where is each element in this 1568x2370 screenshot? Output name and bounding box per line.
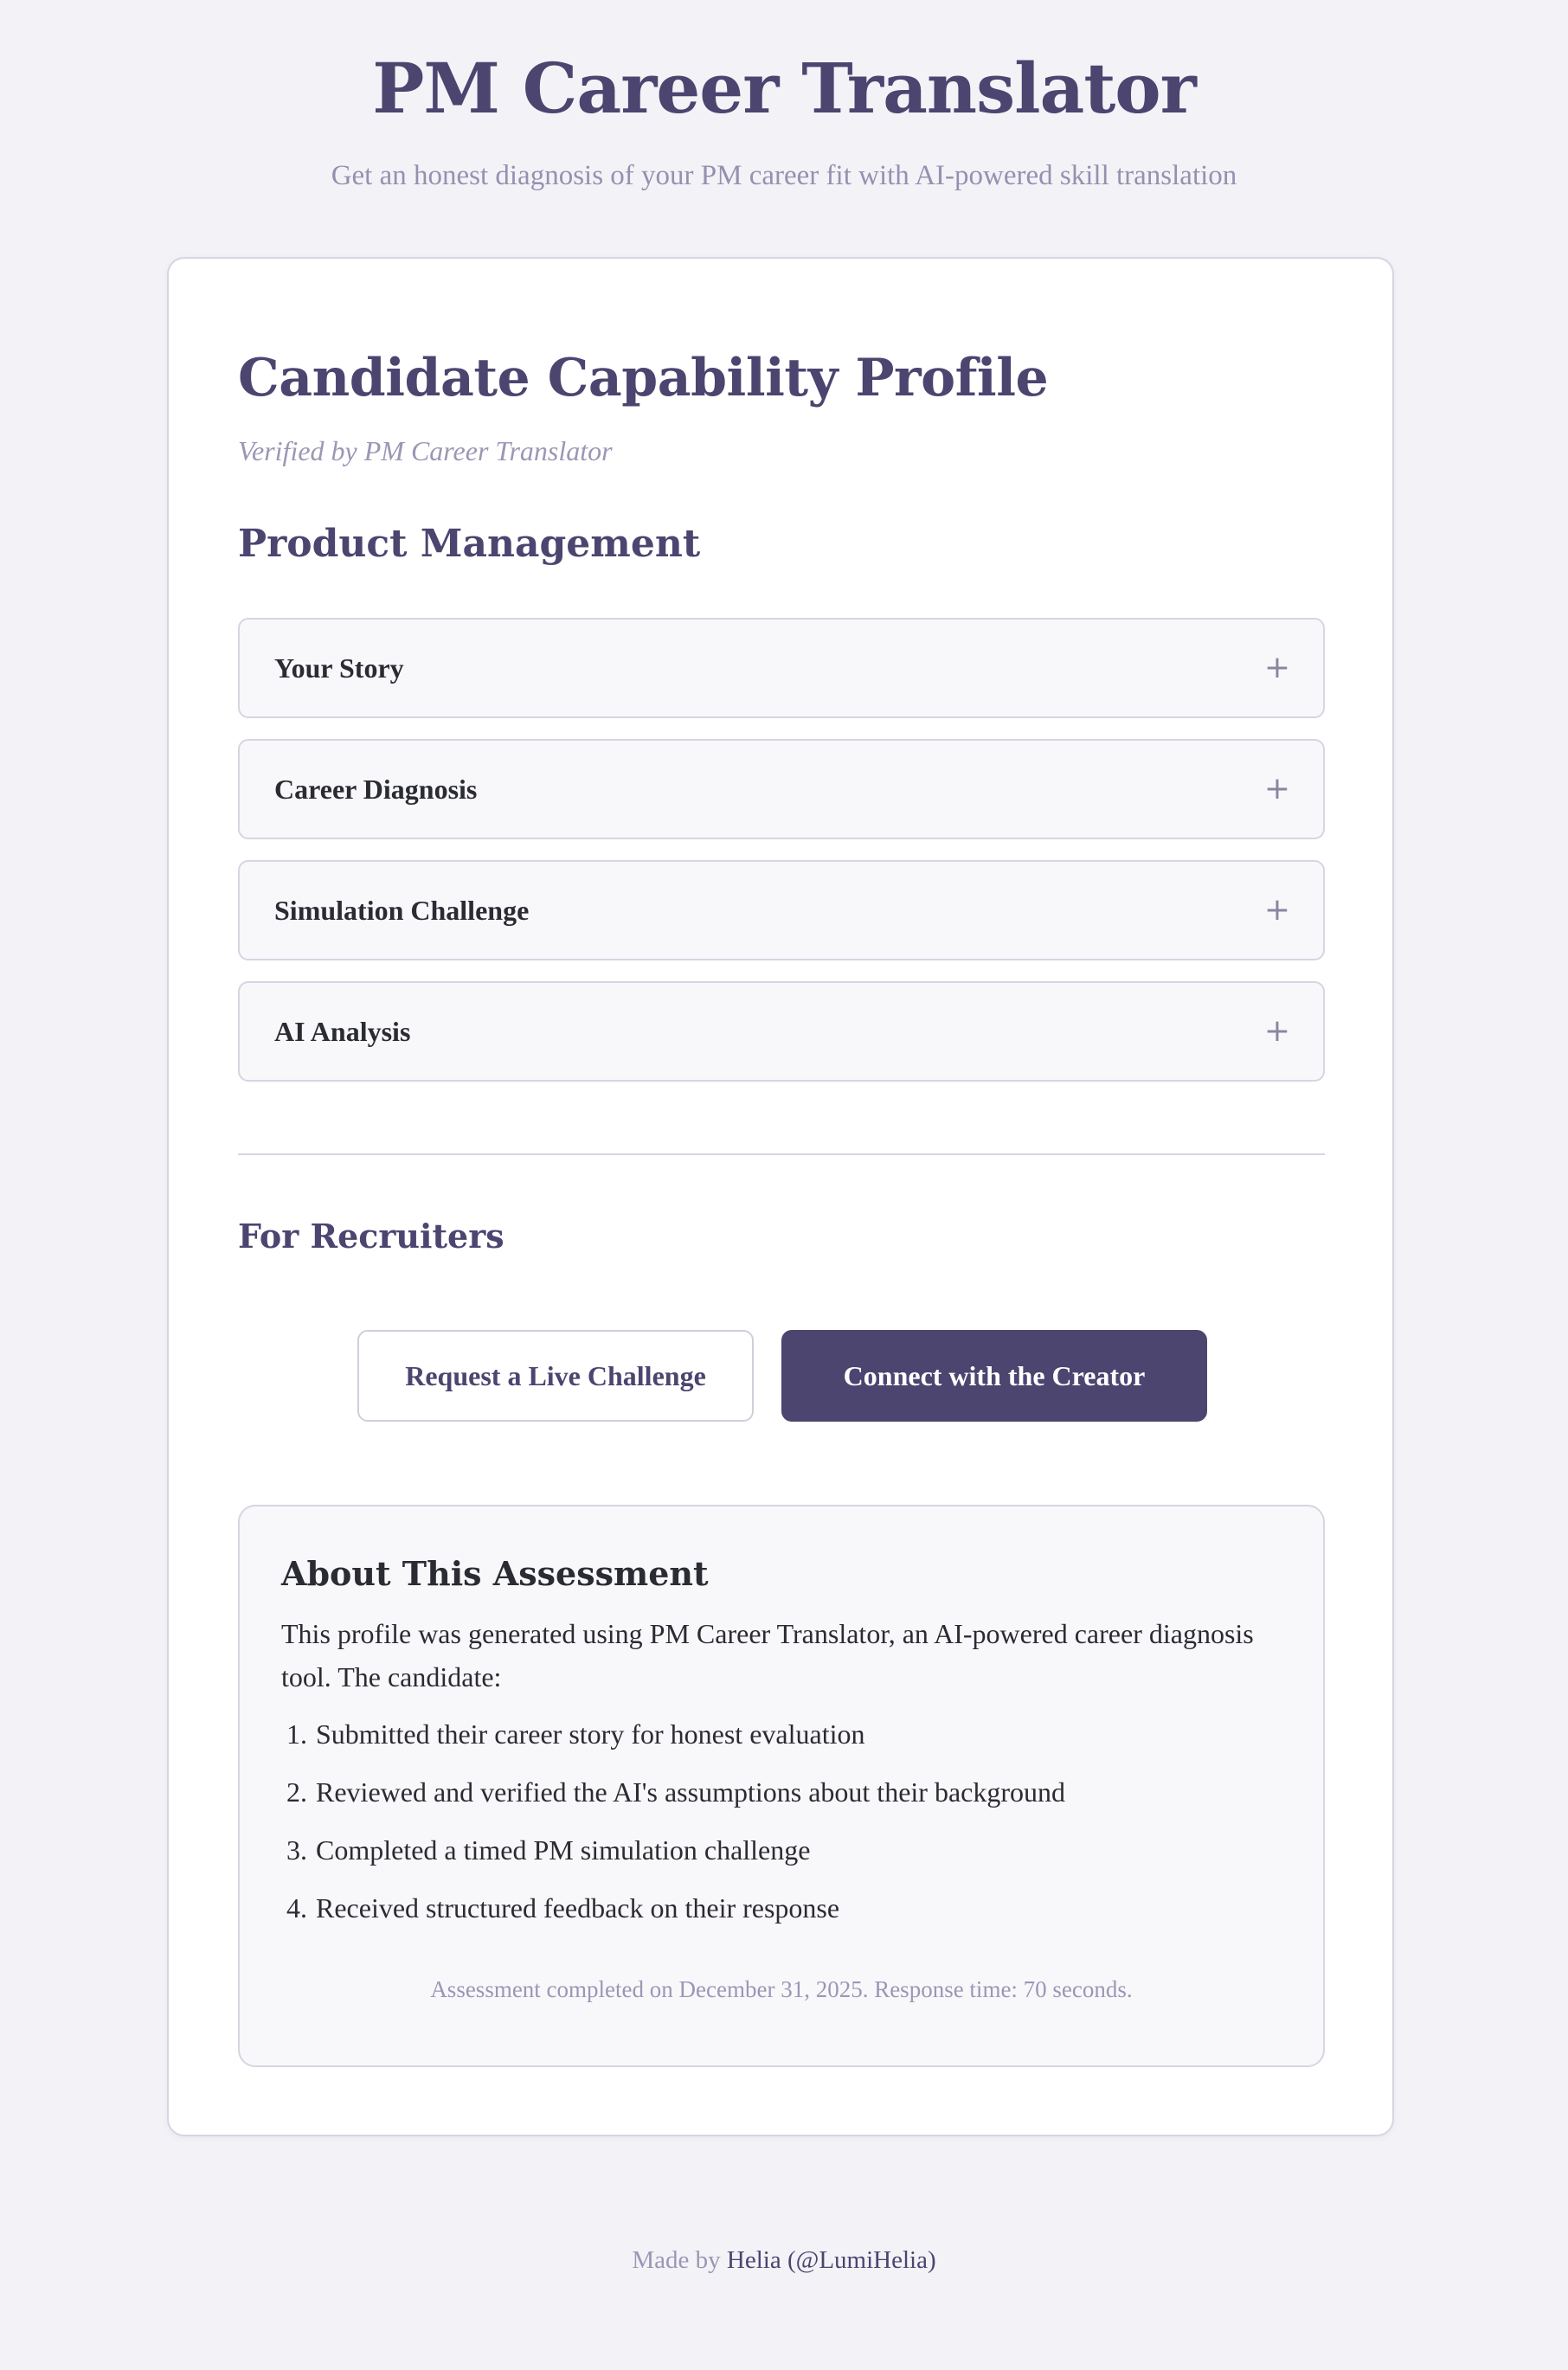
list-text: Received structured feedback on their response <box>316 1892 840 1924</box>
list-item <box>281 1770 1276 1828</box>
accordion-label: Your Story <box>274 652 404 684</box>
section-heading-product-management: Product Management <box>238 522 701 566</box>
accordion-your-story[interactable] <box>238 618 1325 718</box>
footer-prefix: Made by <box>632 2246 721 2274</box>
connect-with-creator-button[interactable]: Connect with the Creator <box>781 1330 1207 1422</box>
profile-title: Candidate Capability Profile <box>238 348 1049 408</box>
request-live-challenge-button[interactable]: Request a Live Challenge <box>357 1330 754 1422</box>
list-item <box>281 1712 1276 1770</box>
list-number: 3. <box>286 1834 307 1866</box>
author-link[interactable]: Helia (@LumiHelia) <box>726 2246 936 2274</box>
recruiters-heading: For Recruiters <box>238 1217 504 1256</box>
list-text: Reviewed and verified the AI's assumptions about their background <box>316 1776 1065 1808</box>
accordion-label: Career Diagnosis <box>274 774 478 805</box>
verified-label: Verified by PM Career Translator <box>238 435 613 466</box>
site-subtitle: Get an honest diagnosis of your PM career fit with AI-powered skill translation <box>331 160 1237 191</box>
accordion-ai-analysis[interactable] <box>238 981 1325 1082</box>
list-number: 2. <box>286 1776 307 1808</box>
list-number: 1. <box>286 1718 307 1750</box>
accordion-simulation-challenge[interactable] <box>238 860 1325 960</box>
accordion-label: Simulation Challenge <box>274 895 530 926</box>
plus-icon[interactable]: + <box>1263 892 1290 928</box>
assessment-footnote: Assessment completed on December 31, 2025. Response time: 70 seconds. <box>430 1976 1133 2002</box>
list-item <box>281 1828 1276 1886</box>
site-title: PM Career Translator <box>372 48 1196 129</box>
list-item <box>281 1886 1276 1944</box>
site-footer <box>0 2241 1568 2279</box>
list-text: Completed a timed PM simulation challenge <box>316 1834 811 1866</box>
plus-icon[interactable]: + <box>1263 650 1290 685</box>
plus-icon[interactable]: + <box>1263 771 1290 806</box>
accordion-career-diagnosis[interactable] <box>238 739 1325 839</box>
about-assessment-box <box>238 1505 1325 2067</box>
about-intro: This profile was generated using PM Career Translator, an AI-powered career diagnosis tool. The candidate: <box>281 1618 1254 1692</box>
assessment-steps-list <box>281 1712 1276 1944</box>
plus-icon[interactable]: + <box>1263 1013 1290 1049</box>
about-title: About This Assessment <box>281 1554 709 1593</box>
profile-card <box>167 257 1394 2136</box>
list-text: Submitted their career story for honest evaluation <box>316 1718 865 1750</box>
accordion-label: AI Analysis <box>274 1016 411 1047</box>
list-number: 4. <box>286 1892 307 1924</box>
section-divider <box>238 1153 1325 1155</box>
